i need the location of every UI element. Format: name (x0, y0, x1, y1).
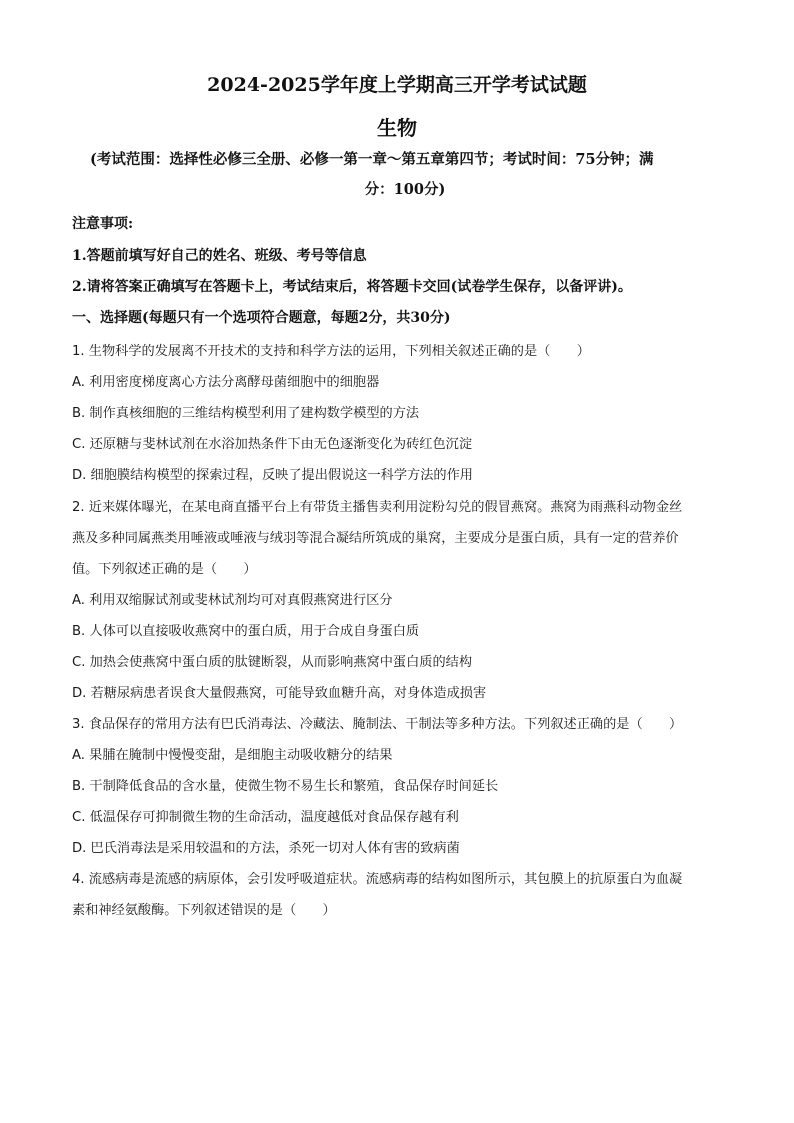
question-3-option-b: B. 干制降低食品的含水量，使微生物不易生长和繁殖，食品保存时间延长 (72, 779, 499, 794)
question-2-option-d: D. 若糖尿病患者误食大量假燕窝，可能导致血糖升高，对身体造成损害 (72, 686, 487, 701)
exam-title: 2024-2025学年度上学期高三开学考试试题 (207, 74, 587, 96)
question-1-option-d: D. 细胞膜结构模型的探索过程，反映了提出假说这一科学方法的作用 (72, 468, 473, 483)
question-2-stem-line-2: 燕及多种同属燕类用唾液或唾液与绒羽等混合凝结所筑成的巢窝，主要成分是蛋白质，具有一定的营养价 (72, 531, 679, 546)
question-2-option-b: B. 人体可以直接吸收燕窝中的蛋白质，用于合成自身蛋白质 (72, 624, 420, 639)
subject-title: 生物 (377, 116, 417, 140)
notes-item-1: 1.答题前填写好自己的姓名、班级、考号等信息 (72, 248, 367, 264)
question-1-option-c: C. 还原糖与斐林试剂在水浴加热条件下由无色逐渐变化为砖红色沉淀 (72, 437, 473, 452)
notes-heading: 注意事项: (72, 216, 134, 232)
question-4-stem-line-2: 素和神经氨酸酶。下列叙述错误的是（ ） (72, 903, 336, 918)
section-heading-choice: 一、选择题(每题只有一个选项符合题意，每题2分，共30分) (72, 310, 451, 326)
question-2-option-c: C. 加热会使燕窝中蛋白质的肽键断裂，从而影响燕窝中蛋白质的结构 (72, 655, 473, 670)
notes-item-2: 2.请将答案正确填写在答题卡上，考试结束后，将答题卡交回(试卷学生保存，以备评讲)。 (72, 279, 632, 295)
question-2-stem-line-1: 2. 近来媒体曝光，在某电商直播平台上有带货主播售卖利用淀粉勾兑的假冒燕窝。燕窝为雨燕科动物金丝 (72, 500, 683, 515)
question-3-stem: 3. 食品保存的常用方法有巴氏消毒法、冷藏法、腌制法、干制法等多种方法。下列叙述正确的是（ ） (72, 717, 683, 732)
exam-scope (90, 145, 720, 205)
question-3-option-d: D. 巴氏消毒法是采用较温和的方法，杀死一切对人体有害的致病菌 (72, 841, 460, 856)
question-1-option-a: A. 利用密度梯度离心方法分离酵母菌细胞中的细胞器 (72, 375, 380, 390)
question-2-stem-line-3: 值。下列叙述正确的是（ ） (72, 562, 257, 577)
question-1-stem: 1. 生物科学的发展离不开技术的支持和科学方法的运用，下列相关叙述正确的是（ ） (72, 344, 590, 359)
question-2-option-a: A. 利用双缩脲试剂或斐林试剂均可对真假燕窝进行区分 (72, 593, 393, 608)
exam-scope-line-2: 分：100分) (364, 181, 446, 198)
question-3-option-a: A. 果脯在腌制中慢慢变甜，是细胞主动吸收糖分的结果 (72, 748, 393, 763)
question-4-stem-line-1: 4. 流感病毒是流感的病原体，会引发呼吸道症状。流感病毒的结构如图所示，其包膜上的抗原蛋白为血凝 (72, 872, 683, 887)
question-3-option-c: C. 低温保存可抑制微生物的生命活动，温度越低对食品保存越有利 (72, 810, 459, 825)
question-1-option-b: B. 制作真核细胞的三维结构模型利用了建构数学模型的方法 (72, 406, 420, 421)
exam-scope-line-1: (考试范围：选择性必修三全册、必修一第一章～第五章第四节；考试时间：75分钟；满 (90, 151, 654, 168)
